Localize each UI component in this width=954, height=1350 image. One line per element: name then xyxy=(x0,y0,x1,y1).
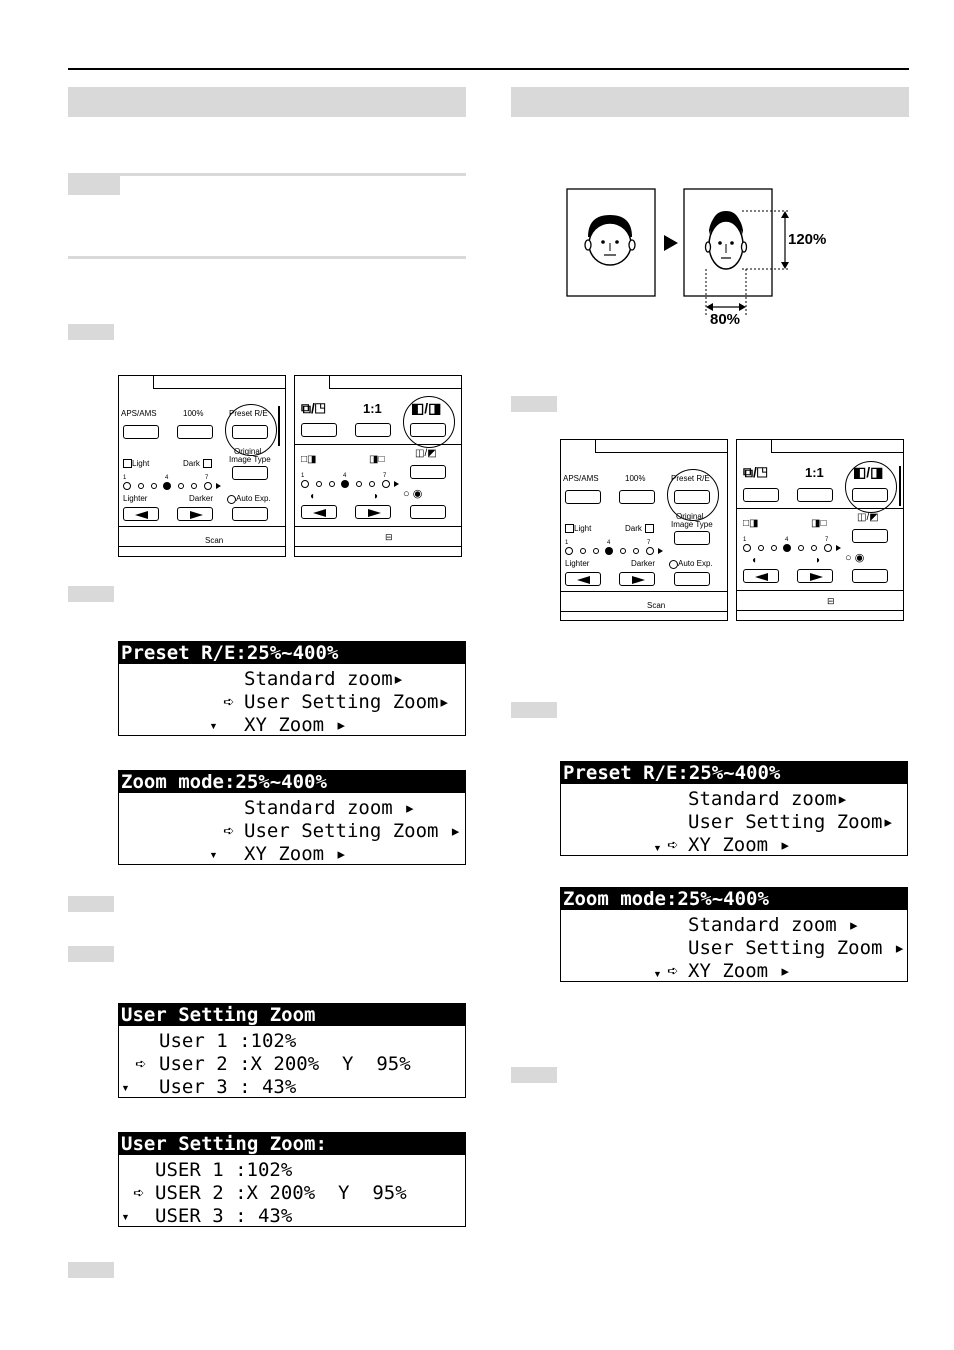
scan-label: Scan xyxy=(205,536,224,545)
lcd-cursor-icon: ➪ xyxy=(135,1053,147,1075)
original-image-type-button[interactable] xyxy=(852,529,888,543)
auto-exp-button[interactable] xyxy=(232,507,268,521)
lcd-option-user-1[interactable]: User 1 :102% xyxy=(159,1030,297,1052)
light-icon: □◨ xyxy=(743,518,759,529)
scroll-down-icon: ▼ xyxy=(653,969,662,979)
exposure-tick-1: 1 xyxy=(743,537,747,543)
lcd-header: Preset R/E:25%~400% xyxy=(561,762,907,784)
step-marker xyxy=(68,896,114,912)
lcd-header: User Setting Zoom: xyxy=(119,1133,465,1155)
aps-ams-button[interactable] xyxy=(123,425,159,439)
lighter-button[interactable] xyxy=(301,505,337,519)
step-marker xyxy=(68,586,114,602)
image-type-label: Image Type xyxy=(229,455,271,464)
lcd-option-standard-zoom[interactable]: Standard zoom▸ xyxy=(244,668,405,690)
highlight-circle xyxy=(845,461,897,513)
light-checkbox xyxy=(123,459,132,468)
one-to-one-label: 1:1 xyxy=(805,465,824,480)
exposure-indicator xyxy=(563,545,667,557)
image-type-icon: ◫/◩ xyxy=(857,512,879,523)
lcd-zoom-mode xyxy=(118,770,466,865)
step-marker xyxy=(511,396,557,412)
darker-button[interactable] xyxy=(619,572,655,586)
lcd-cursor-icon: ➪ xyxy=(667,834,679,856)
lcd-preset-re xyxy=(118,641,466,736)
exposure-tick-4: 4 xyxy=(165,475,169,481)
lcd-option-xy-zoom[interactable]: XY Zoom ▸ xyxy=(688,834,791,856)
aps-icon: ⧉/◳ xyxy=(743,464,768,480)
lcd-option-standard-zoom[interactable]: Standard zoom▸ xyxy=(688,788,849,810)
exposure-tick-7: 7 xyxy=(205,475,209,481)
step-marker xyxy=(511,1067,557,1083)
auto-exp-icon: ○ ◉ xyxy=(845,552,865,564)
lighter-label: Lighter xyxy=(123,494,148,503)
auto-exp-button[interactable] xyxy=(852,569,888,583)
scan-label: Scan xyxy=(647,601,666,610)
scroll-down-icon: ▼ xyxy=(209,721,218,731)
height-percent-label: 120% xyxy=(788,231,827,248)
lcd-option-user-1[interactable]: USER 1 :102% xyxy=(155,1159,293,1181)
exposure-tick-1: 1 xyxy=(565,540,569,546)
preset-re-icon: ◧/◨ xyxy=(853,464,884,480)
arrow-right-icon xyxy=(664,235,678,251)
note-label-box xyxy=(68,176,120,195)
darker-icon: ◗ xyxy=(373,491,380,502)
original-image-type-button[interactable] xyxy=(232,466,268,480)
exposure-tick-1: 1 xyxy=(123,475,127,481)
auto-exp-button[interactable] xyxy=(674,572,710,586)
note-bottom-rule xyxy=(68,256,466,259)
lcd-user-setting-zoom xyxy=(118,1003,466,1098)
step-marker xyxy=(68,946,114,962)
scroll-down-icon: ▼ xyxy=(121,1212,130,1222)
100-percent-button[interactable] xyxy=(355,423,391,437)
left-section-heading-band xyxy=(68,87,466,117)
lighter-icon: ◖ xyxy=(751,555,758,566)
100-percent-button[interactable] xyxy=(797,488,833,502)
dark-checkbox xyxy=(645,524,654,533)
lcd-option-user-2[interactable]: User 2 :X 200% Y 95% xyxy=(159,1053,411,1075)
preset-re-label: Preset R/E xyxy=(671,474,710,483)
light-label: Light xyxy=(132,459,150,468)
lcd-option-standard-zoom[interactable]: Standard zoom ▸ xyxy=(688,914,860,936)
auto-exp-icon: ○ ◉ xyxy=(403,488,423,500)
lcd-zoom-mode xyxy=(560,887,908,982)
lighter-label: Lighter xyxy=(565,559,590,568)
note-top-rule xyxy=(68,173,466,176)
lcd-option-user-setting-zoom[interactable]: User Setting Zoom▸ xyxy=(244,691,450,713)
100-label: 100% xyxy=(183,409,204,418)
aps-ams-label: APS/AMS xyxy=(563,474,599,483)
original-label: Original xyxy=(234,447,262,456)
control-panel-inch xyxy=(118,375,286,557)
step-marker xyxy=(68,324,114,340)
original-image-type-button[interactable] xyxy=(410,465,446,479)
lcd-cursor-icon: ➪ xyxy=(133,1182,145,1204)
xy-zoom-illustration xyxy=(566,187,846,332)
lcd-user-setting-zoom-metric xyxy=(118,1132,466,1227)
dark-icon: ◨□ xyxy=(811,518,827,529)
lighter-icon: ◖ xyxy=(309,491,316,502)
scroll-down-icon: ▼ xyxy=(209,850,218,860)
preset-re-label: Preset R/E xyxy=(229,409,268,418)
exposure-tick-1: 1 xyxy=(301,473,305,479)
lcd-cursor-icon: ➪ xyxy=(223,820,235,842)
dark-label: Dark xyxy=(183,459,200,468)
aps-ams-label: APS/AMS xyxy=(121,409,157,418)
dark-checkbox xyxy=(203,459,212,468)
control-panel-inch xyxy=(560,439,728,621)
lcd-option-user-setting-zoom[interactable]: User Setting Zoom ▸ xyxy=(244,820,462,842)
aps-ams-button[interactable] xyxy=(301,423,337,437)
darker-label: Darker xyxy=(631,559,656,568)
lighter-button[interactable] xyxy=(123,507,159,521)
exposure-indicator xyxy=(741,542,845,554)
auto-exp-label: Auto Exp. xyxy=(678,559,713,568)
scroll-down-icon: ▼ xyxy=(653,843,662,853)
exposure-tick-4: 4 xyxy=(343,473,347,479)
step-marker xyxy=(511,702,557,718)
right-section-heading-band xyxy=(511,87,909,117)
lcd-option-xy-zoom[interactable]: XY Zoom ▸ xyxy=(244,714,347,736)
auto-exp-label: Auto Exp. xyxy=(236,494,271,503)
control-panel-metric xyxy=(736,439,904,621)
exposure-tick-4: 4 xyxy=(607,540,611,546)
lcd-option-standard-zoom[interactable]: Standard zoom ▸ xyxy=(244,797,416,819)
dark-icon: ◨□ xyxy=(369,454,385,465)
darker-button[interactable] xyxy=(177,507,213,521)
100-percent-button[interactable] xyxy=(619,490,655,504)
exposure-tick-7: 7 xyxy=(647,540,651,546)
scan-icon: ⊟ xyxy=(385,532,393,542)
aps-ams-button[interactable] xyxy=(565,490,601,504)
lcd-header: User Setting Zoom xyxy=(119,1004,465,1026)
lcd-option-user-setting-zoom[interactable]: User Setting Zoom▸ xyxy=(688,811,894,833)
lcd-option-xy-zoom[interactable]: XY Zoom ▸ xyxy=(688,960,791,982)
highlight-circle xyxy=(403,396,455,448)
exposure-indicator xyxy=(299,478,403,490)
light-checkbox xyxy=(565,524,574,533)
preset-re-icon: ◧/◨ xyxy=(411,400,442,416)
lcd-cursor-icon: ➪ xyxy=(223,691,235,713)
dark-label: Dark xyxy=(625,524,642,533)
exposure-tick-7: 7 xyxy=(383,473,387,479)
100-percent-button[interactable] xyxy=(177,425,213,439)
image-type-icon: ◫/◩ xyxy=(415,448,437,459)
image-type-label: Image Type xyxy=(671,520,713,529)
auto-exp-led xyxy=(227,495,236,504)
lcd-cursor-icon: ➪ xyxy=(667,960,679,982)
light-label: Light xyxy=(574,524,592,533)
step-marker xyxy=(68,1262,114,1278)
control-panel-metric xyxy=(294,375,462,557)
top-rule xyxy=(68,68,909,70)
100-label: 100% xyxy=(625,474,646,483)
exposure-tick-7: 7 xyxy=(825,537,829,543)
auto-exp-led xyxy=(669,560,678,569)
original-image-type-button[interactable] xyxy=(674,531,710,545)
exposure-tick-4: 4 xyxy=(785,537,789,543)
light-icon: □◨ xyxy=(301,454,317,465)
lcd-option-xy-zoom[interactable]: XY Zoom ▸ xyxy=(244,843,347,865)
darker-label: Darker xyxy=(189,494,214,503)
width-percent-label: 80% xyxy=(710,311,741,328)
lcd-header: Preset R/E:25%~400% xyxy=(119,642,465,664)
lcd-option-user-3[interactable]: USER 3 : 43% xyxy=(155,1205,293,1227)
aps-ams-button[interactable] xyxy=(743,488,779,502)
original-label: Original xyxy=(676,512,704,521)
darker-icon: ◗ xyxy=(815,555,822,566)
lighter-button[interactable] xyxy=(743,569,779,583)
lcd-option-user-2[interactable]: USER 2 :X 200% Y 95% xyxy=(155,1182,407,1204)
darker-button[interactable] xyxy=(797,569,833,583)
scan-icon: ⊟ xyxy=(827,596,835,606)
aps-icon: ⧉/◳ xyxy=(301,400,326,416)
lighter-button[interactable] xyxy=(565,572,601,586)
scroll-down-icon: ▼ xyxy=(121,1083,130,1093)
lcd-preset-re xyxy=(560,761,908,856)
lcd-option-user-setting-zoom[interactable]: User Setting Zoom ▸ xyxy=(688,937,906,959)
lcd-header: Zoom mode:25%~400% xyxy=(119,771,465,793)
lcd-header: Zoom mode:25%~400% xyxy=(561,888,907,910)
auto-exp-button[interactable] xyxy=(410,505,446,519)
one-to-one-label: 1:1 xyxy=(363,401,382,416)
lcd-option-user-3[interactable]: User 3 : 43% xyxy=(159,1076,297,1098)
exposure-indicator xyxy=(121,480,225,492)
darker-button[interactable] xyxy=(355,505,391,519)
